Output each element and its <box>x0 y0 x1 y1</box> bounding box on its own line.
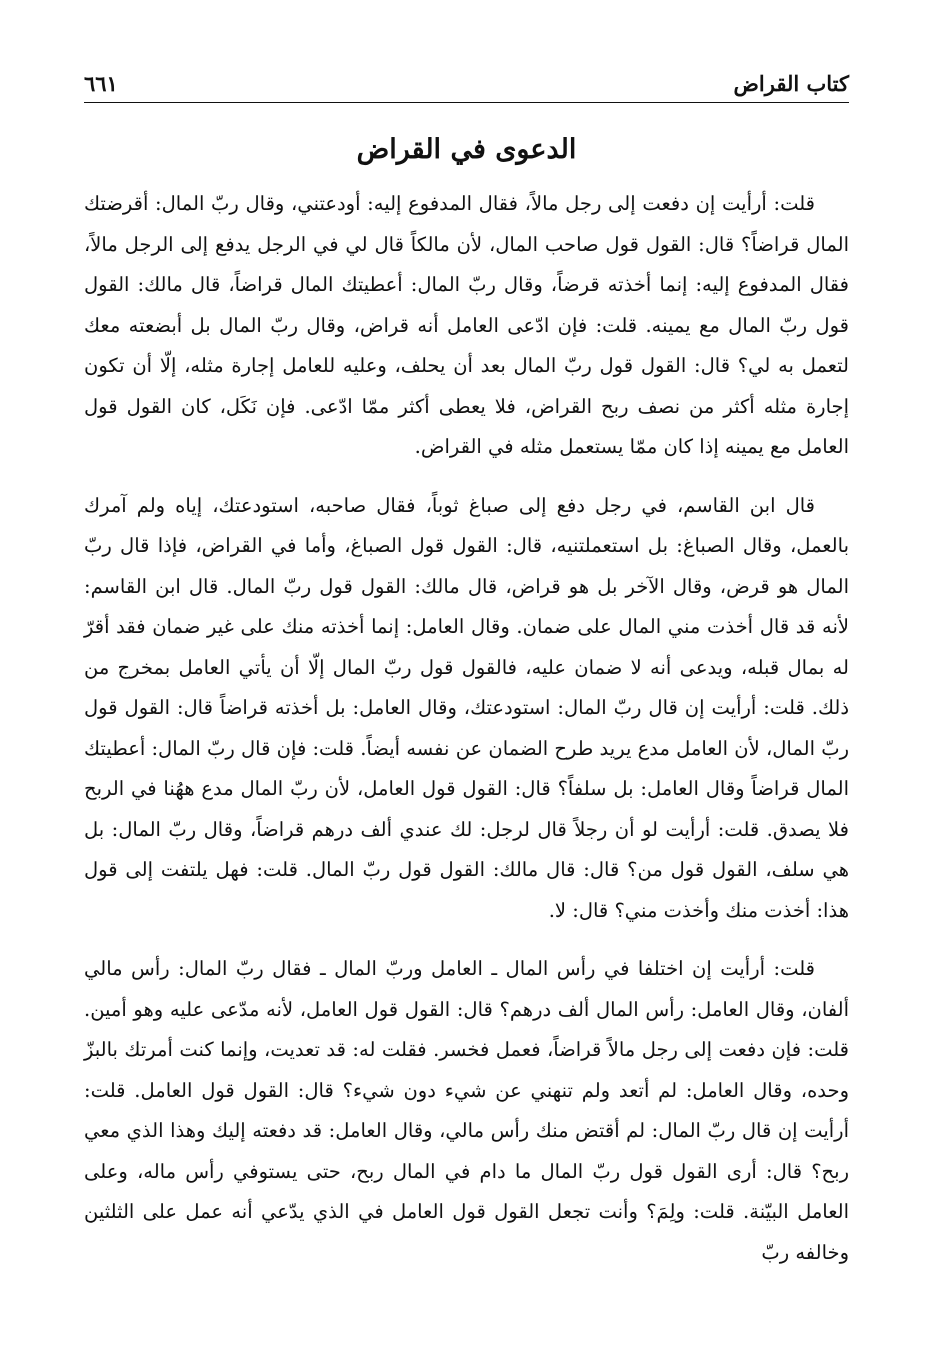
running-header <box>84 68 849 103</box>
running-title: كتاب القراض <box>733 71 849 96</box>
body-text <box>84 184 849 1273</box>
paragraph-2: قال ابن القاسم، في رجل دفع إلى صباغ ثوباً، فقال صاحبه، استودعتك، إياه ولم آمرك بالعمل، وقال الصباغ: بل استعملتنيه، قال: القول قول الصباغ، وأما في القراض، فإذا قال ربّ المال هو قرض، وقال الآخر بل هو قراض، قال مالك: القول قول ربّ المال. قال ابن القاسم: لأنه قد قال أخذت مني المال على ضمان. وقال العامل: إنما أخذته منك على غير ضمان فقد أقرّ له بمال قبله، ويدعى أنه لا ضمان عليه، فالقول قول ربّ المال إلّا أن يأتي العامل بمخرج من ذلك. قلت: أرأيت إن قال ربّ المال: استودعتك، وقال العامل: بل أخذته قراضاً قال: القول قول ربّ المال، لأن العامل مدع يريد طرح الضمان عن نفسه أيضاً. قلت: فإن قال ربّ المال: أعطيتك المال قراضاً وقال العامل: بل سلفاً؟ قال: القول قول العامل، لأن ربّ المال مدع ههُنا في الربح فلا يصدق. قلت: أرأيت لو أن رجلاً قال لرجل: لك عندي ألف درهم قراضاً، وقال ربّ المال: بل هي سلف، القول قول من؟ قال: قال مالك: القول قول ربّ المال. قلت: فهل يلتفت إلى قول هذا: أخذت منك وأخذت مني؟ قال: لا. <box>84 493 849 922</box>
paragraph-1: قلت: أرأيت إن دفعت إلى رجل مالاً، فقال المدفوع إليه: أودعتني، وقال ربّ المال: أقرضتك المال قراضاً؟ قال: القول قول صاحب المال، لأن مالكاً قال لي في الرجل يدفع إلى الرجل مالاً، فقال المدفوع إليه: إنما أخذته قرضاً، وقال ربّ المال: أعطيتك المال قراضاً، قال مالك: القول قول ربّ المال مع يمينه. قلت: فإن ادّعى العامل أنه قراض، وقال ربّ المال بل أبضعته معك لتعمل به لي؟ قال: القول قول ربّ المال بعد أن يحلف، وعليه للعامل إجارة مثله، إلّا أن تكون إجارة مثله أكثر من نصف ربح القراض، فلا يعطى أكثر ممّا ادّعى. فإن نَكَل، كان القول قول العامل مع يمينه إذا كان ممّا يستعمل مثله في القراض. <box>84 192 849 458</box>
chapter-title: الدعوى في القراض <box>356 134 577 165</box>
paragraph-3: قلت: أرأيت إن اختلفا في رأس المال ـ العامل وربّ المال ـ فقال ربّ المال: رأس مالي ألفان، وقال العامل: رأس المال ألف درهم؟ قال: القول قول العامل، لأنه مدّعى عليه وهو أمين. قلت: فإن دفعت إلى رجل مالاً قراضاً، فعمل فخسر. فقلت له: قد تعديت، وإنما كنت أمرتك بالبزّ وحده، وقال العامل: لم أتعد ولم تنهني عن شيء دون شيء؟ قال: القول قول العامل. قلت: أرأيت إن قال ربّ المال: لم أقتض منك رأس مالي، وقال العامل: قد دفعته إليك وهذا الذي معي ربح؟ قال: أرى القول قول ربّ المال ما دام في المال ربح، حتى يستوفي رأس ماله، وعلى العامل البيّنة. قلت: ولِمَ؟ وأنت تجعل القول قول العامل في الذي يدّعي أنه عمل على الثلثين وخالفه ربّ <box>84 957 849 1264</box>
page-number: ٦٦١ <box>84 71 118 96</box>
